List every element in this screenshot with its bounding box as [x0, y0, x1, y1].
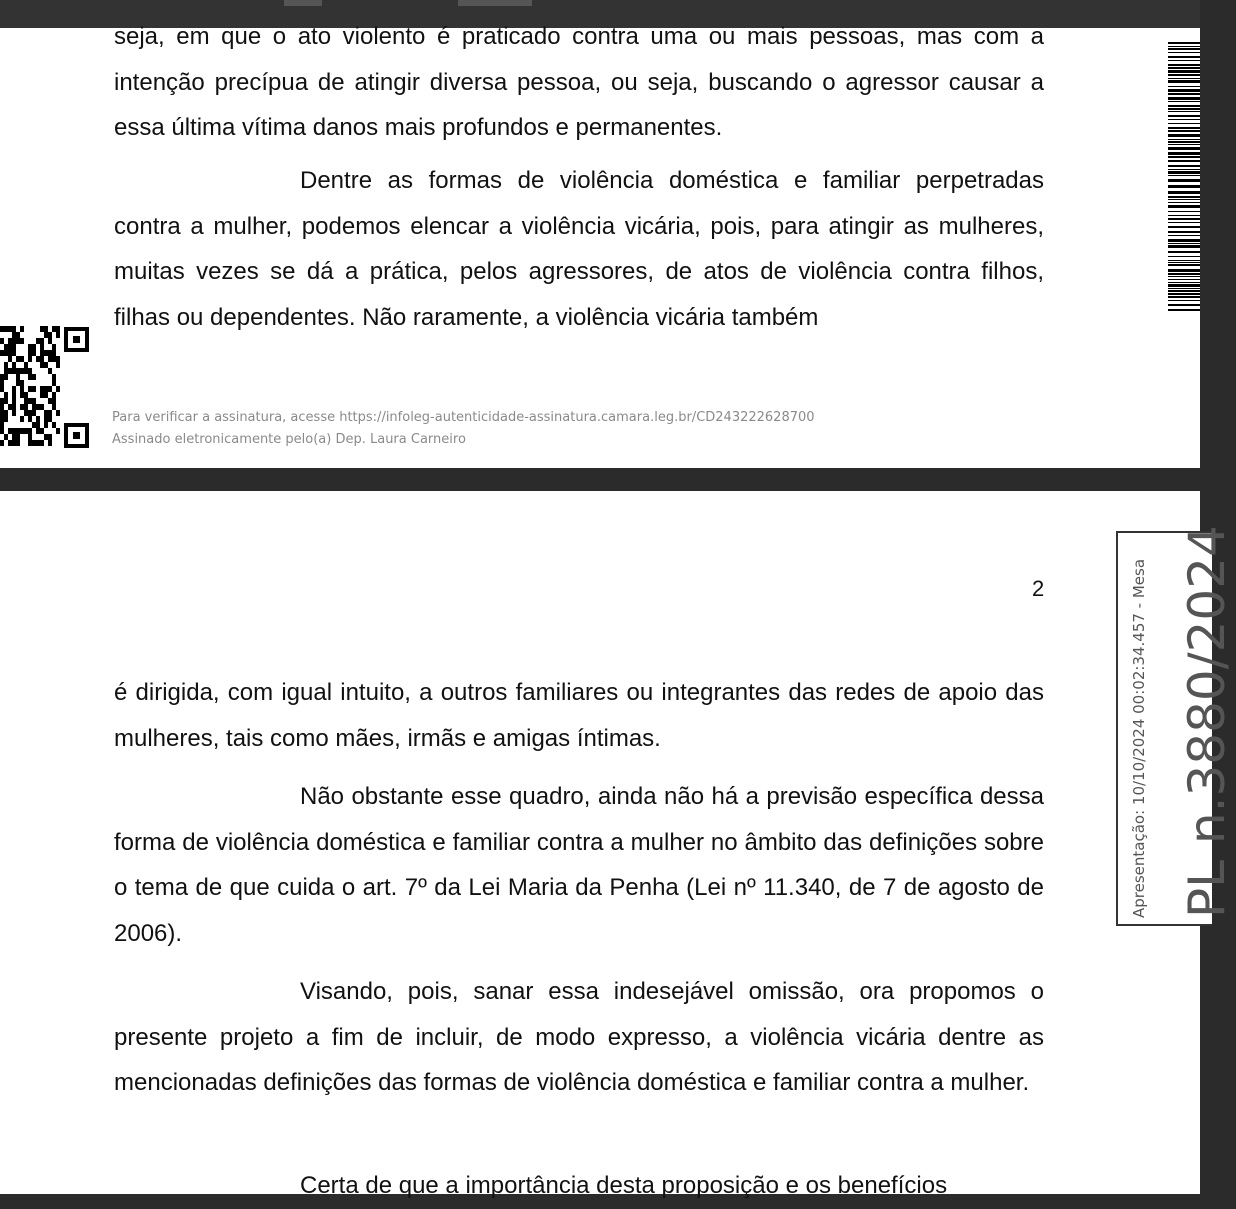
document-page-2 [0, 491, 1236, 1199]
paragraph: Dentre as formas de violência doméstica e familiar perpetradas contra a mulher, podemos elencar a violência vicária, pois, para atingir as mulheres, muitas vezes se dá a prática, pelos agressores, de atos de violência contra filhos, filhas ou dependentes. Não raramente, a violência vicária também [114, 167, 1044, 331]
page-number: 2 [1032, 576, 1045, 601]
signature-signed-text: Assinado eletronicamente pelo(a) Dep. Laura Carneiro [112, 432, 466, 447]
toolbar-tab-indicator[interactable] [284, 0, 322, 6]
stamp-bill-number: PL n.3880/2024 [1178, 525, 1236, 918]
signature-verify-text: Para verificar a assinatura, acesse https://infoleg-autenticidade-assinatura.camara.leg.br/CD243222628700 [112, 410, 815, 425]
document-page-1 [0, 23, 1200, 468]
barcode-icon [1168, 42, 1200, 314]
toolbar-tab-indicator[interactable] [458, 0, 532, 6]
qr-code-icon [0, 326, 90, 446]
paragraph: é dirigida, com igual intuito, a outros familiares ou integrantes das redes de apoio das mulheres, tais como mães, irmãs e amigas íntimas. [114, 679, 1044, 752]
stamp-date-text: Apresentação: 10/10/2024 00:02:34.457 - Mesa [1130, 558, 1148, 918]
paragraph: Não obstante esse quadro, ainda não há a previsão específica dessa forma de violência doméstica e familiar contra a mulher no âmbito das definições sobre o tema de que cuida o art. 7º da Lei Maria da Penha (Lei nº 11.340, de 7 de agosto de 2006). [114, 783, 1044, 947]
paragraph: seja, em que o ato violento é praticado contra uma ou mais pessoas, mas com a intenção precípua de atingir diversa pessoa, ou seja, buscando o agressor causar a essa última vítima danos mais profundos e permanentes. [114, 23, 1044, 141]
paragraph: Certa de que a importância desta proposição e os benefícios [300, 1172, 948, 1199]
paragraph: Visando, pois, sanar essa indesejável omissão, ora propomos o presente projeto a fim de incluir, de modo expresso, a violência vicária dentre as mencionadas definições das formas de violência doméstica e familiar contra a mulher. [114, 978, 1044, 1096]
